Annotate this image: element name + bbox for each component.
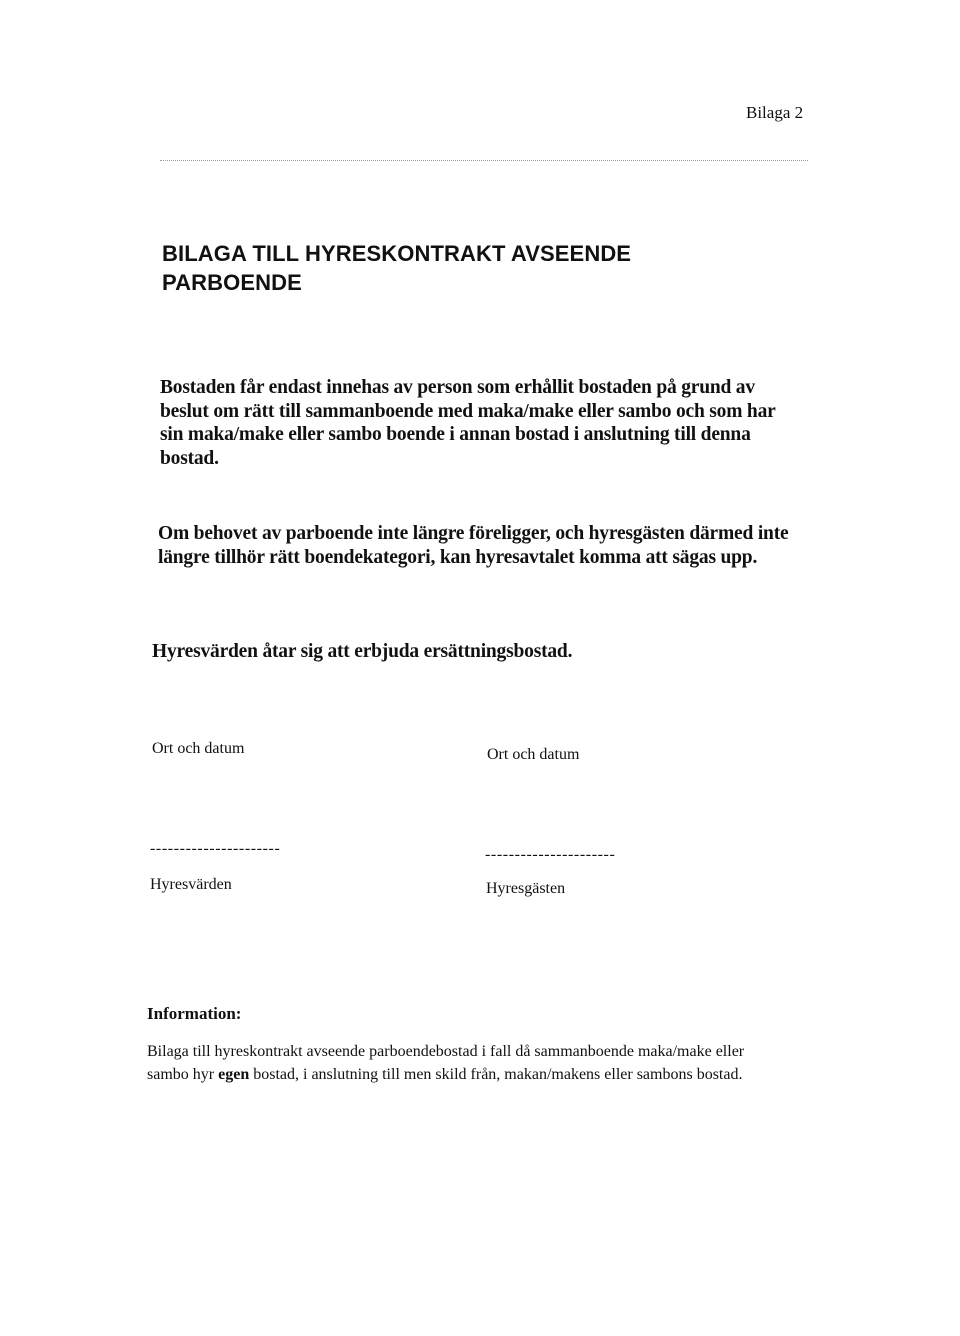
document-title [162,239,722,297]
landlord-place-date-label: Ort och datum [152,740,245,757]
information-text-end: bostad, i anslutning till men skild från, makan/makens eller sambons bostad. [249,1066,743,1083]
paragraph-replacement-housing: Hyresvärden åtar sig att erbjuda ersättningsbostad. [152,641,573,662]
landlord-signature-line: ---------------------- [150,840,281,857]
tenant-signature-label: Hyresgästen [486,880,566,897]
paragraph-termination: Om behovet av parboende inte längre föreligger, och hyresgästen därmed inte längre tillhör rätt boendekategori, kan hyresavtalet komma att sägas upp. [158,523,789,568]
title-line-2: PARBOENDE [162,270,302,295]
title-line-1: BILAGA TILL HYRESKONTRAKT AVSEENDE [162,241,632,266]
information-text [147,1040,747,1086]
paragraph-occupancy-rule: Bostaden får endast innehas av person som erhållit bostaden på grund av beslut om rätt till sammanboende med maka/make eller sambo och som har sin maka/make eller sambo boende i annan bostad i anslutning till denna bostad. [160,377,776,469]
page-label: Bilaga 2 [746,103,804,122]
information-text-emphasis: egen [218,1066,250,1083]
landlord-signature-label: Hyresvärden [150,876,232,893]
tenant-signature-line: ---------------------- [485,846,616,863]
information-heading: Information: [147,1004,242,1023]
header-rule [160,160,808,161]
tenant-place-date-label: Ort och datum [487,746,580,763]
information-text-start: Bilaga till hyreskontrakt avseende parboendebostad i fall då sammanboende maka/make eller sambo hyr [147,1043,745,1083]
